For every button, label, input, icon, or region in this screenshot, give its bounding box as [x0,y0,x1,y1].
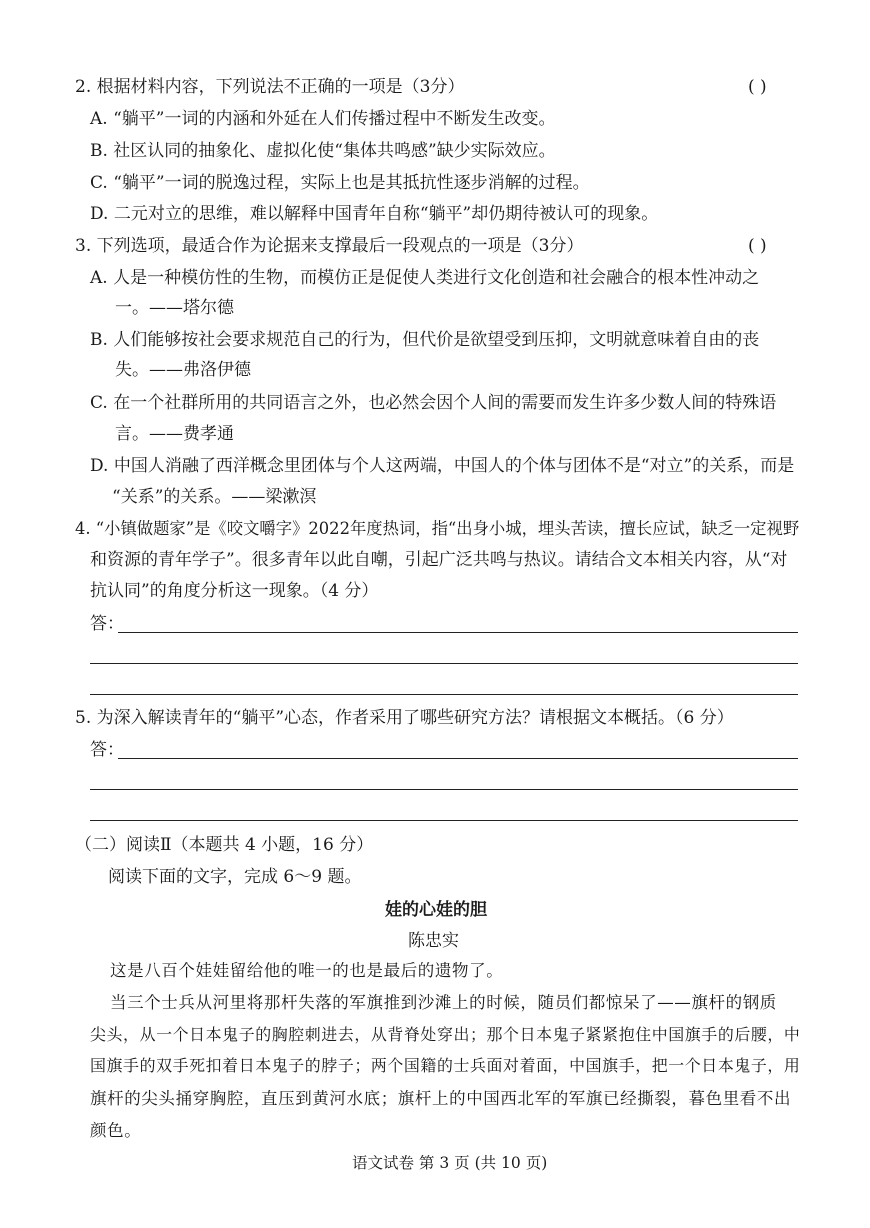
story-paragraph-2-line-2: 尖头，从一个日本鬼子的胸腔刺进去，从背脊处穿出；那个日本鬼子紧紧抱住中国旗手的后腰，中 [90,1025,801,1044]
question-3-option-b-cont: 失。——弗洛伊德 [115,360,251,380]
question-2-stem: 2. 根据材料内容，下列说法不正确的一项是（3分） [75,77,465,97]
question-5-answer-line-3 [90,820,798,821]
question-4-answer-line-3 [90,694,798,695]
page-footer: 语文试卷 第 3 页 (共 10 页) [352,1154,548,1172]
question-5-answer-label: 答： [90,740,124,760]
story-paragraph-2-line-3: 国旗手的双手死扣着日本鬼子的脖子；两个国籍的士兵面对着面，中国旗手，把一个日本鬼子，用 [90,1056,801,1075]
story-paragraph-2-line-5: 颜色。 [90,1121,142,1140]
question-4-answer-label: 答： [90,614,124,634]
question-3-stem: 3. 下列选项，最适合作为论据来支撑最后一段观点的一项是（3分） [75,236,584,256]
question-4-line-2: 和资源的青年学子”。很多青年以此自嘲，引起广泛共鸣与热议。请结合文本相关内容，从“对 [90,550,788,570]
story-title: 娃的心娃的胆 [385,900,487,920]
question-4-answer-line-2 [90,663,798,664]
question-3-option-d-cont: “关系”的关系。——梁漱溟 [112,487,317,507]
question-2-option-c: C. “躺平”一词的脱逸过程，实际上也是其抵抗性逐步消解的过程。 [90,173,590,193]
question-2-answer-bracket: ( ) [748,77,767,97]
question-2-option-a: A. “躺平”一词的内涵和外延在人们传播过程中不断发生改变。 [90,109,556,129]
question-4-answer-line-1 [118,632,798,633]
story-paragraph-2-line-1: 当三个士兵从河里将那杆失落的军旗推到沙滩上的时候，随员们都惊呆了——旗杆的钢质 [110,993,777,1012]
question-3-option-c-cont: 言。——费孝通 [115,424,234,444]
question-5-answer-line-2 [90,789,798,790]
story-paragraph-2-line-4: 旗杆的尖头捅穿胸腔，直压到黄河水底；旗杆上的中国西北军的军旗已经撕裂，暮色里看不出 [90,1089,792,1108]
question-3-option-a: A. 人是一种模仿性的生物，而模仿正是促使人类进行文化创造和社会融合的根本性冲动之 [90,268,760,288]
section-2-heading: （二）阅读Ⅱ（本题共 4 小题，16 分） [75,835,374,855]
question-5-stem: 5. 为深入解读青年的“躺平”心态，作者采用了哪些研究方法？请根据文本概括。（6 分） [75,708,734,728]
question-3-option-b: B. 人们能够按社会要求规范自己的行为，但代价是欲望受到压抑，文明就意味着自由的丧 [90,330,760,350]
section-2-instruction: 阅读下面的文字，完成 6～9 题。 [108,867,362,887]
question-2-option-b: B. 社区认同的抽象化、虚拟化使“集体共鸣感”缺少实际效应。 [90,141,556,161]
question-3-option-a-cont: 一。——塔尔德 [115,298,234,318]
question-3-option-c: C. 在一个社群所用的共同语言之外，也必然会因个人间的需要而发生许多少数人间的特殊语 [90,393,777,413]
question-2-option-d: D. 二元对立的思维，难以解释中国青年自称“躺平”却仍期待被认可的现象。 [90,204,659,224]
story-author: 陈忠实 [408,931,459,951]
question-4-line-3: 抗认同”的角度分析这一现象。（4 分） [90,581,379,601]
question-3-answer-bracket: ( ) [748,236,767,256]
story-paragraph-1: 这是八百个娃娃留给他的唯一的也是最后的遗物了。 [110,961,504,980]
question-4-line-1: 4. “小镇做题家”是《咬文嚼字》2022年度热词，指“出身小城，埋头苦读，擅长应试，缺乏一定视野 [75,519,800,538]
question-3-option-d: D. 中国人消融了西洋概念里团体与个人这两端，中国人的个体与团体不是“对立”的关系，而是 [90,456,795,476]
question-5-answer-line-1 [118,758,798,759]
